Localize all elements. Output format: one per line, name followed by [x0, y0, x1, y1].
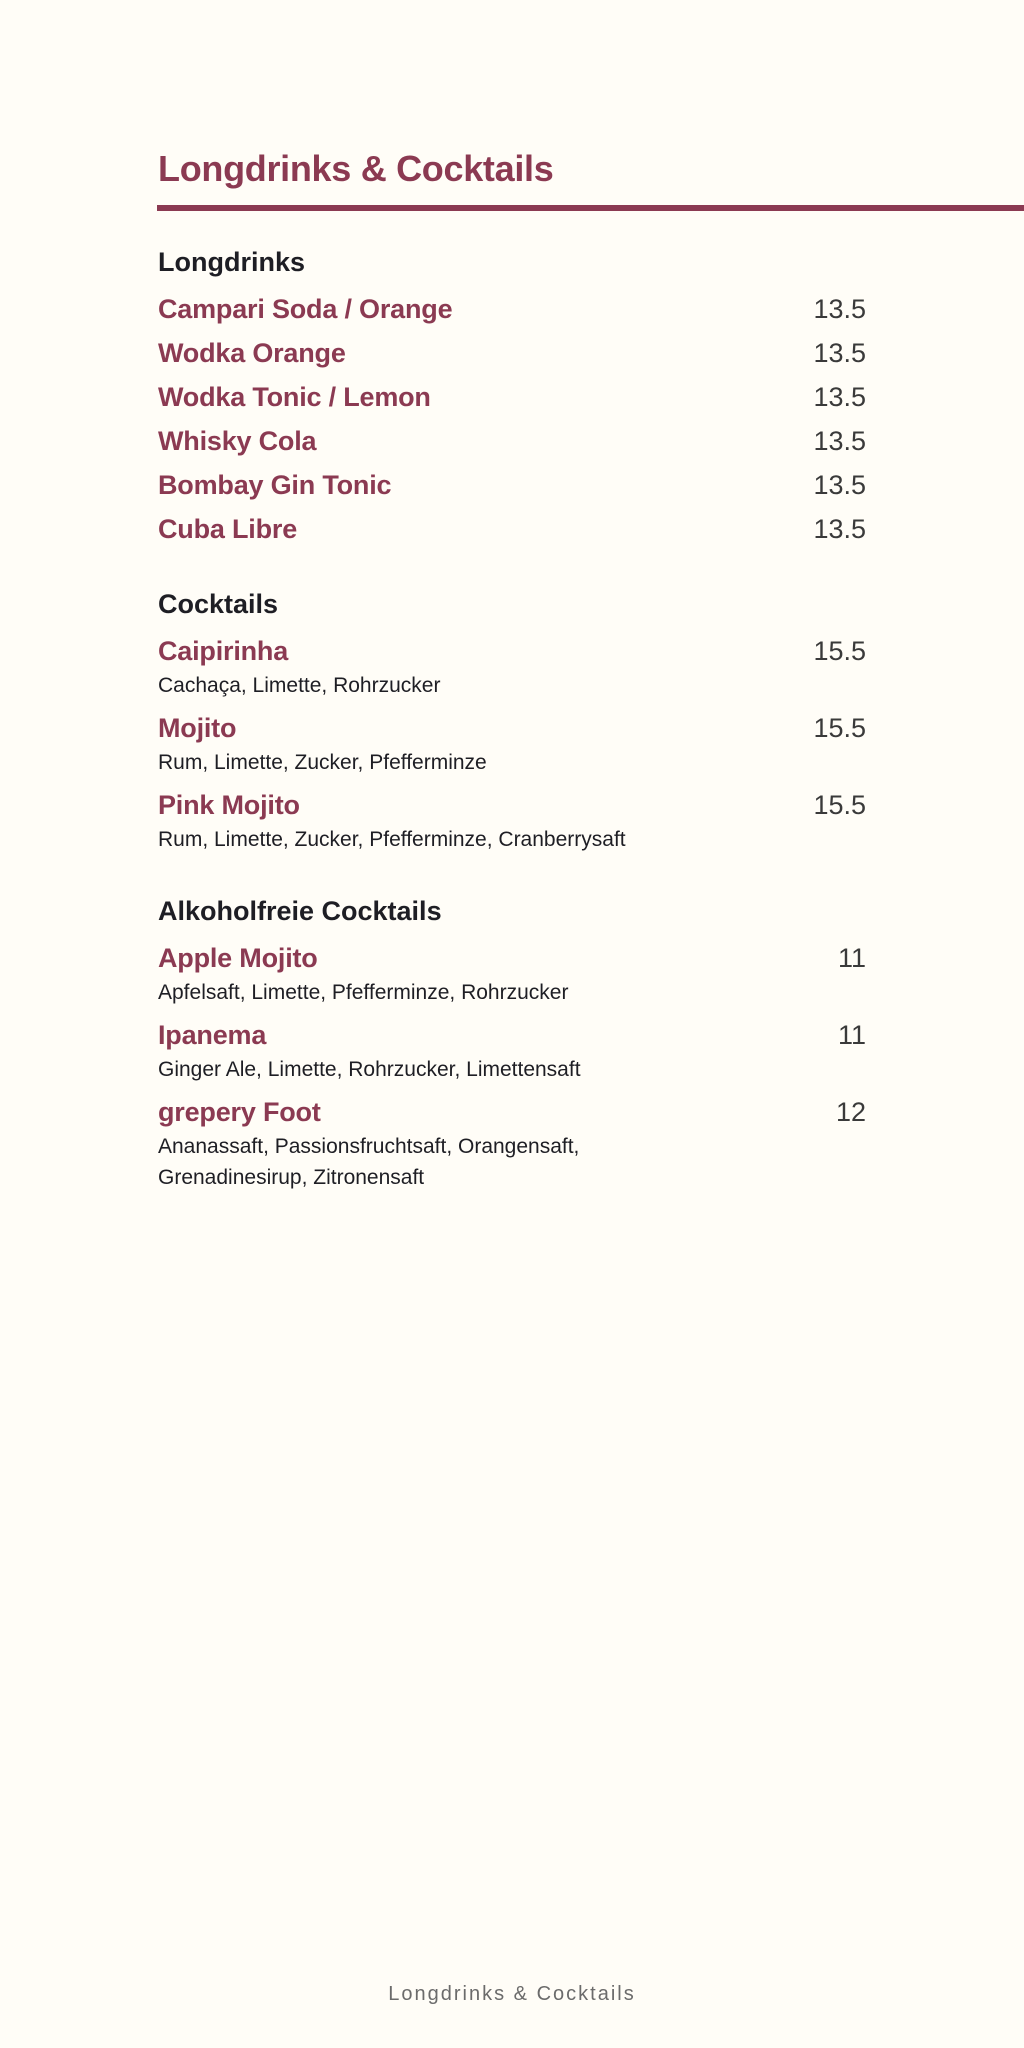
menu-item	[158, 510, 866, 548]
menu-item	[158, 709, 866, 778]
item-name: Caipirinha	[158, 636, 289, 666]
item-name: Ipanema	[158, 1020, 267, 1050]
item-price: 15.5	[813, 790, 866, 820]
menu-item	[158, 786, 866, 855]
item-name: Apple Mojito	[158, 943, 318, 973]
item-price: 11	[837, 943, 866, 973]
menu-item	[158, 1093, 866, 1193]
item-price: 13.5	[813, 426, 866, 456]
menu-item	[158, 1016, 866, 1085]
menu-item	[158, 632, 866, 701]
title-divider	[157, 205, 1024, 211]
item-description: Rum, Limette, Zucker, Pfefferminze, Cranberrysaft	[158, 828, 626, 851]
item-price: 13.5	[813, 338, 866, 368]
item-description: Apfelsaft, Limette, Pfefferminze, Rohrzucker	[158, 981, 569, 1004]
item-price: 12	[835, 1097, 866, 1127]
item-description: Ginger Ale, Limette, Rohrzucker, Limettensaft	[158, 1058, 581, 1081]
item-name: Cuba Libre	[158, 514, 298, 544]
item-price: 13.5	[813, 382, 866, 412]
section-cocktails	[158, 584, 866, 855]
menu-item	[158, 290, 866, 328]
menu-content	[158, 242, 866, 1229]
item-name: Wodka Orange	[158, 338, 346, 368]
menu-item	[158, 466, 866, 504]
section-longdrinks	[158, 242, 866, 548]
item-price: 15.5	[813, 636, 866, 666]
item-name: Wodka Tonic / Lemon	[158, 382, 431, 412]
item-name: grepery Foot	[158, 1097, 321, 1127]
menu-item	[158, 422, 866, 460]
page-title: Longdrinks & Cocktails	[158, 148, 554, 189]
item-description: Cachaça, Limette, Rohrzucker	[158, 674, 441, 697]
item-name: Mojito	[158, 713, 237, 743]
item-name: Campari Soda / Orange	[158, 294, 453, 324]
menu-item	[158, 334, 866, 372]
item-price: 13.5	[813, 294, 866, 324]
menu-item	[158, 378, 866, 416]
page-footer: Longdrinks & Cocktails	[388, 1983, 636, 2005]
item-description: Rum, Limette, Zucker, Pfefferminze	[158, 751, 487, 774]
section-alkoholfreie-cocktails	[158, 891, 866, 1193]
item-price: 15.5	[813, 713, 866, 743]
item-description: Ananassaft, Passionsfruchtsaft, Orangensaft, Grenadinesirup, Zitronensaft	[158, 1135, 580, 1189]
item-price: 13.5	[813, 470, 866, 500]
item-name: Bombay Gin Tonic	[158, 470, 392, 500]
menu-item	[158, 939, 866, 1008]
section-title: Alkoholfreie Cocktails	[158, 896, 442, 926]
section-title: Longdrinks	[158, 247, 305, 277]
item-price: 11	[837, 1020, 866, 1050]
item-price: 13.5	[813, 514, 866, 544]
item-name: Whisky Cola	[158, 426, 317, 456]
item-name: Pink Mojito	[158, 790, 300, 820]
section-title: Cocktails	[158, 589, 279, 619]
